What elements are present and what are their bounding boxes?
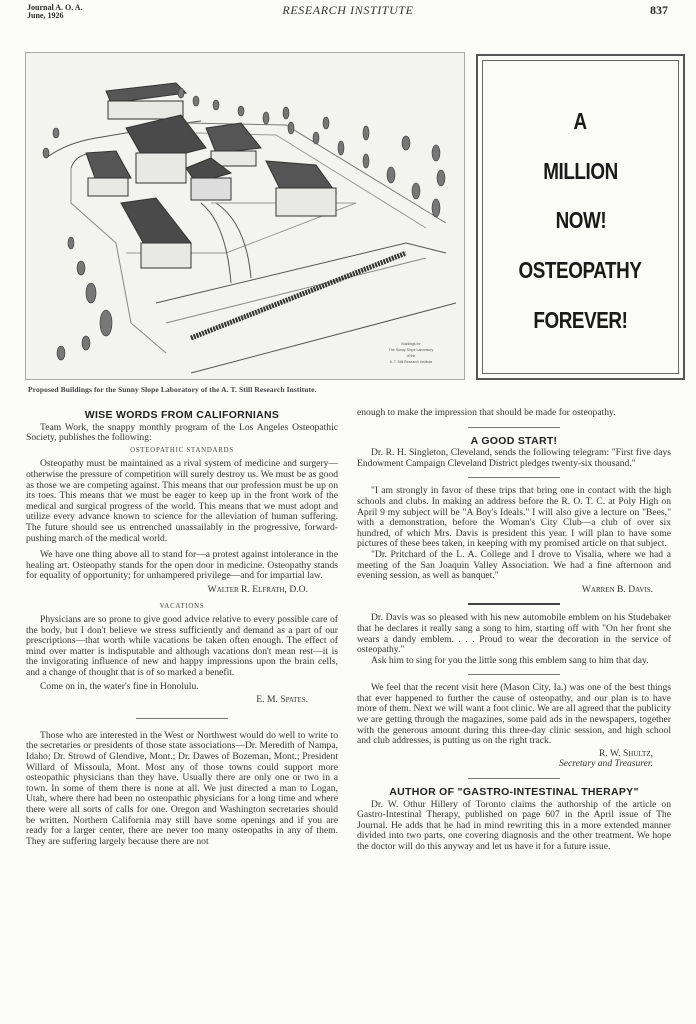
advert-line: OSTEOPATHY [518,257,643,284]
section-divider [468,603,560,605]
section-subheading: OSTEOPATHIC STANDARDS [130,446,234,454]
left-column [26,410,338,847]
journal-name: Journal A. O. A. [27,3,83,12]
paragraph: Team Work, the snappy monthly program of the Los Angeles Osteopathic Society, publishes the following: [26,421,338,444]
paragraph: "Dr. Pritchard of the L. A. College and I drove to Visalia, where we had a meeting of the San Joaquin Valley Association. We had a fine afternoon and evening session, as well as banquet." [357,548,671,582]
paragraph: Physicians are so prone to give good advice relative to every possible care of the body, but I don't believe we stress sufficiently and demand as a part of our prescriptions—that worth while vacations be taken often enough. The effect of mind over matter is indisputable and although vacations don't mean rest—it is the invigorating influence of new and happy impressions upon the brain cells, and a change of thought that is of so marked a benefit. [26,614,338,679]
article-heading: A GOOD START! [470,434,558,447]
paragraph: Come on in, the water's fine in Honolulu. [40,680,199,692]
paragraph: We feel that the recent visit here (Mason City, Ia.) was one of the best things that ever happened to further the cause of osteopathy, and our plan is to have more of them. Next we will want a foot clinic. We are all agreed that the publicity we are getting through the magazines, some paid ads in the newspapers, together with the generous amount during this three-day clinic session, and high school and club addresses, is putting us on the right track. [357,682,671,747]
advert-line: FOREVER! [533,306,628,333]
running-title: RESEARCH INSTITUTE [282,3,414,17]
legend-line: A. T. Still Research Institute [389,360,433,364]
legend-line: of the [406,354,416,358]
paragraph: enough to make the impression that should be made for osteopathy. [357,407,616,418]
section-divider [468,778,560,779]
building-drawing-icon [26,53,464,379]
author-signature: Warren B. Davis. [581,583,653,595]
paragraph: Those who are interested in the West or Northwest would do well to write to the secretaries or presidents of those state associations—Dr. Meredith of Nampa, Idaho; Dr. Strowd of Glendive, Mont.; Dr. Dawes of Bozeman, Mont.; President Willard of Missoula, Mont. Most any of those towns could support more osteopathic physicians than they have. Usually there are only one or two in a town. In some of them there is none at all. We just directed a man to Logan, Utah, where there had been no osteopathic physicians for a long time and where there were all sorts of calls for one. Oregon and Washington secretaries should be written. Northern California may still have some openings and if you are ready for a larger center, there are never too many osteopaths in any of them. They are suffering largely because there are not [26,729,338,847]
advert-inner-frame [482,60,679,374]
article-heading: AUTHOR OF "GASTRO-INTESTINAL THERAPY" [389,786,639,799]
paragraph: Osteopathy must be maintained as a rival system of medicine and surgery—otherwise the pressure of competition will surely destroy us. We must be as good as those we are competing against. This means that our profession must be up on its toes. This means that we must be eager to keep up in the front work of the medical and surgical progress of the world. This means that we must adopt and utilize every advance known to science for the alleviation of human suffering. The future should see us entrenched unassailably in the progressive, forward-pushing march of the medical world. [26,458,338,544]
section-divider [136,718,228,719]
author-signature: E. M. Spates. [256,694,308,706]
section-subheading: VACATIONS [159,602,205,610]
paragraph: Dr. R. H. Singleton, Cleveland, sends the following telegram: "First five days Endowment Campaign Cleveland District pledges twenty-six thousand." [357,447,671,469]
legend-line: Buildings for [401,342,421,346]
journal-date: June, 1926 [27,11,64,20]
author-title: Secretary and Treasurer. [558,758,653,770]
advert-line: MILLION [543,157,618,184]
section-divider [468,477,560,478]
paragraph: Ask him to sing for you the little song this emblem sang to him that day. [371,654,649,666]
endowment-advert [476,54,685,380]
legend-line: The Sunny Slope Laboratory [388,348,434,352]
paragraph: We have one thing above all to stand for—a protest against intolerance in the healing art. Osteopathy stands for the open door in medicine. Osteopathy stands for equality of opportunity; for unhampered privilege—and for impartial law. [26,549,338,582]
section-divider [468,674,560,675]
paragraph: Dr. W. Othur Hillery of Toronto claims the authorship of the article on Gastro-Intestinal Therapy, published on page 607 in the April issue of The Journal. He adds that he had in mind rewriting this in a more extended manner divided into two parts, one covering diagnosis and the other treatment. We hope the doctor will do this anyway and let us have it for a future issue. [357,798,671,852]
page-number: 837 [650,3,668,17]
advert-line: A [573,108,588,135]
section-divider [468,427,560,428]
illustration-caption: Proposed Buildings for the Sunny Slope Laboratory of the A. T. Still Research Institute. [28,385,317,394]
paragraph: Dr. Davis was so pleased with his new automobile emblem on his Studebaker that he declares it really sang a song to him, starting off with "On her front she wears a dandy emblem. . . . Proud to wear the decoration in the service of osteopathy." [357,612,671,656]
paragraph: "I am strongly in favor of these trips that bring one in contact with the high schools and clubs. In making an address before the R. O. T. C. at Poly High on April 9 my subject will be "A Boy's Ideals." I will also give a lecture on "Bees," with a demonstration, before the Woman's City Club—a club of over six hundred, of which Mrs. Davis is president this year. I will plan to have some pictures of these bees taken, in keeping with my promised article on that subject. [357,485,671,550]
right-column [357,408,671,853]
author-signature: R. W. Shultz, [598,747,653,759]
author-signature: Walter R. Elfrath, D.O. [207,583,308,595]
article-heading: WISE WORDS FROM CALIFORNIANS [84,409,280,421]
advert-line: NOW! [555,207,606,234]
architectural-illustration [25,52,465,380]
